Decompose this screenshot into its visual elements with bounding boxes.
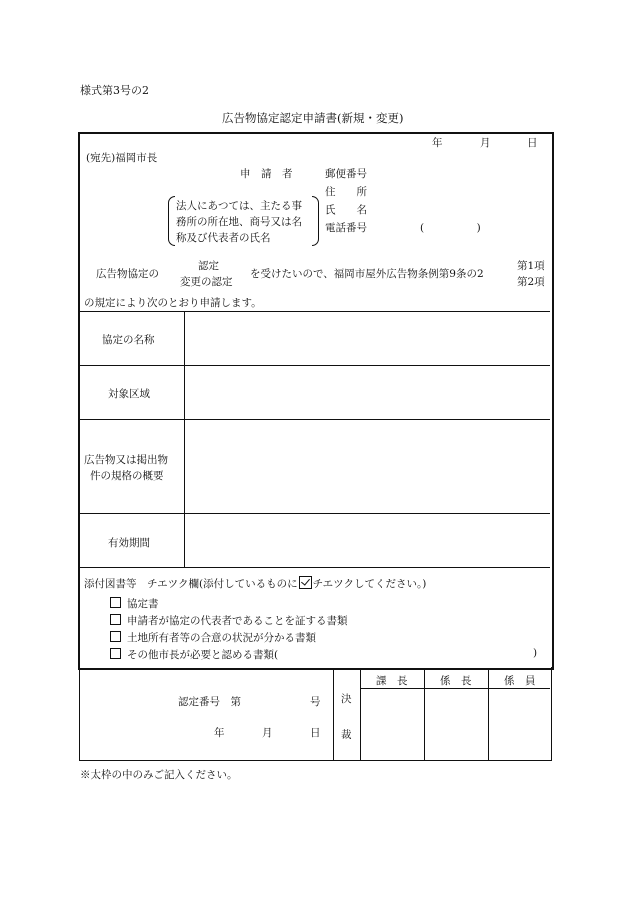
office-header-line [360,688,550,689]
date-year: 年 [432,137,443,149]
attachment-item[interactable] [110,613,348,628]
office-divider [333,668,334,760]
row-label-validity-period: 有効期間 [108,537,150,549]
statement-middle: を受けたいので、福岡市屋外広告物条例第9条の2 [250,268,484,280]
row-label-specification-line-2: 件の規格の概要 [90,470,164,482]
approval-header-section-chief: 課 長 [376,675,408,687]
note-line-1: 法人にあつては、主たる事 [176,200,302,212]
form-title: 広告物協定認定申請書(新規・変更) [222,111,404,125]
address-label: 住 所 [325,186,367,198]
cert-day: 日 [310,727,321,739]
checkbox-icon[interactable] [110,648,121,659]
checkbox-icon[interactable] [110,614,121,625]
statement-option-1: 認定 [198,260,219,272]
checkbox-icon[interactable] [110,597,121,608]
attachment-label: 申請者が協定の代表者であることを証する書類 [127,615,348,627]
agreement-name-field[interactable] [185,312,550,365]
statement-line-2: の規定により次のとおり申請します。 [84,297,262,309]
decision-label-2: 裁 [341,729,352,741]
note-line-3: 称及び代表者の氏名 [176,232,271,244]
attachments-header-end: チエツクしてください。) [312,578,427,590]
row-label-specification-line-1: 広告物又は掲出物 [84,454,168,466]
checkbox-icon[interactable] [110,631,121,642]
office-divider [360,668,361,760]
office-divider [488,668,489,760]
postal-code-label: 郵便番号 [325,168,367,180]
statement-prefix: 広告物協定の [96,268,159,280]
cert-number-label: 認定番号 第 [178,696,241,708]
attachment-other-close: ) [533,647,538,659]
phone-parens: ( ) [420,222,481,234]
form-number: 様式第3号の2 [80,84,149,97]
attachment-item[interactable] [110,647,278,662]
applicant-label: 申 請 者 [240,168,293,180]
attachment-label: その他市長が必要と認める書類( [127,649,279,661]
attachments-header-text: 添付図書等 チエツク欄(添付しているものに [84,578,298,590]
statement-paragraph-2: 第2項 [517,276,545,288]
row-label-agreement-name: 協定の名称 [102,334,155,346]
validity-period-field[interactable] [185,514,550,567]
attachment-label: 土地所有者等の合意の状況が分かる書類 [127,632,316,644]
cert-month: 月 [262,727,273,739]
name-label: 氏 名 [325,204,367,216]
checkmark-icon [299,576,312,589]
phone-label: 電話番号 [325,222,367,234]
specification-field[interactable] [185,420,550,513]
date-day: 日 [527,137,538,149]
row-divider [79,567,550,568]
footnote: ※太枠の中のみご記入ください。 [80,769,238,781]
statement-option-2: 変更の認定 [180,276,233,288]
approval-header-staff: 係 員 [504,675,536,687]
attachment-item[interactable] [110,630,316,645]
row-label-target-area: 対象区域 [108,388,150,400]
date-month: 月 [480,137,491,149]
addressee: (宛先)福岡市長 [86,152,158,164]
attachment-item[interactable] [110,596,159,611]
office-divider [424,668,425,760]
decision-label-1: 決 [341,693,352,705]
attachments-header [84,576,426,591]
cert-year: 年 [214,727,225,739]
office-use-frame [79,667,552,761]
note-line-2: 務所の所在地、商号又は名 [176,216,302,228]
note-bracket-right [312,196,319,246]
statement-paragraph-1: 第1項 [517,260,545,272]
approval-header-subsection-chief: 係 長 [440,675,472,687]
cert-number-suffix: 号 [310,696,321,708]
note-bracket-left [168,196,175,246]
attachment-label: 協定書 [127,598,159,610]
target-area-field[interactable] [185,366,550,419]
